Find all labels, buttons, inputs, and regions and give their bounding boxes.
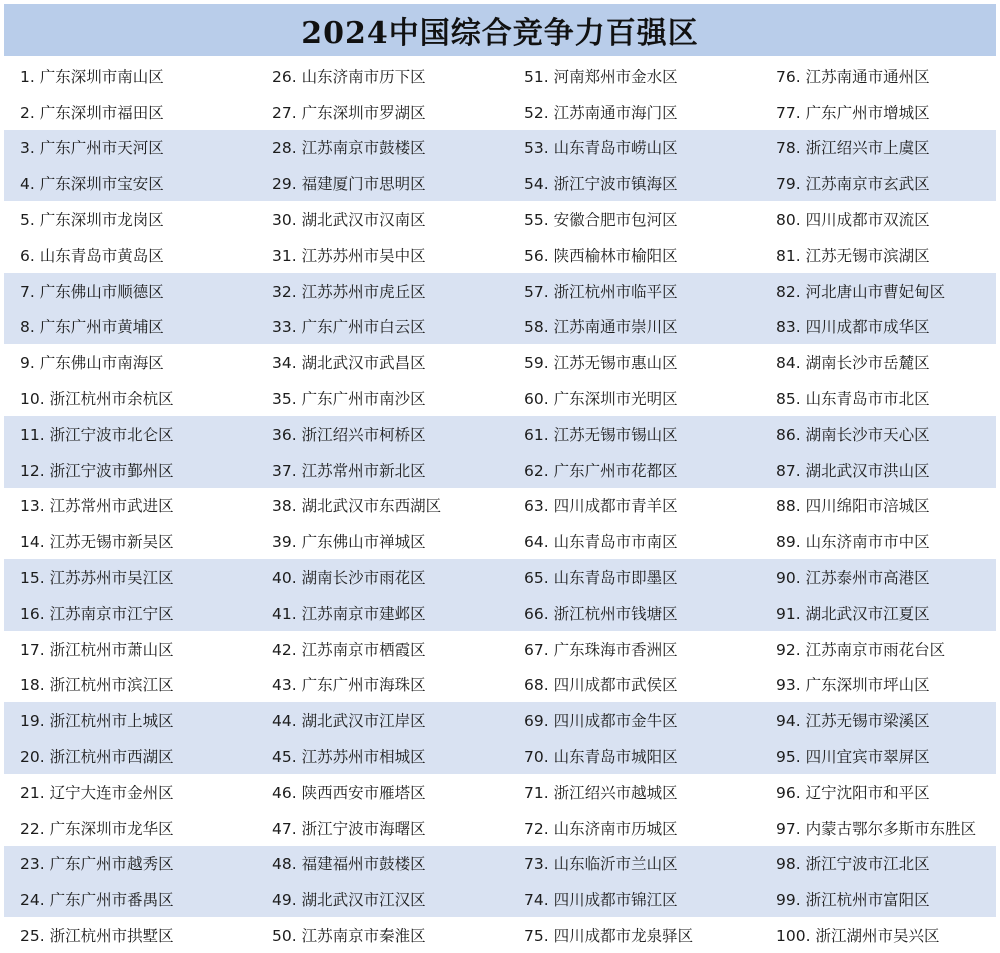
ranking-cell: 38. 湖北武汉市东西湖区 — [272, 497, 442, 516]
ranking-cell: 64. 山东青岛市市南区 — [524, 533, 678, 552]
ranking-cell: 22. 广东深圳市龙华区 — [20, 819, 174, 838]
ranking-cell: 51. 河南郑州市金水区 — [524, 67, 678, 86]
ranking-cell: 1. 广东深圳市南山区 — [20, 67, 164, 86]
ranking-cell: 61. 江苏无锡市锡山区 — [524, 425, 678, 444]
table-row — [4, 165, 996, 201]
ranking-cell: 40. 湖南长沙市雨花区 — [272, 569, 426, 588]
ranking-cell: 24. 广东广州市番禺区 — [20, 891, 174, 910]
ranking-cell: 26. 山东济南市历下区 — [272, 67, 426, 86]
ranking-cell: 3. 广东广州市天河区 — [20, 139, 164, 158]
ranking-cell: 84. 湖南长沙市岳麓区 — [776, 354, 930, 373]
table-row — [4, 774, 996, 810]
ranking-cell: 39. 广东佛山市禅城区 — [272, 533, 426, 552]
table-row — [4, 344, 996, 380]
ranking-cell: 52. 江苏南通市海门区 — [524, 103, 678, 122]
ranking-cell: 21. 辽宁大连市金州区 — [20, 783, 174, 802]
ranking-cell: 47. 浙江宁波市海曙区 — [272, 819, 426, 838]
ranking-cell: 48. 福建福州市鼓楼区 — [272, 855, 426, 874]
title-bar — [4, 4, 996, 56]
ranking-cell: 41. 江苏南京市建邺区 — [272, 604, 426, 623]
ranking-cell: 5. 广东深圳市龙岗区 — [20, 211, 164, 230]
ranking-cell: 70. 山东青岛市城阳区 — [524, 748, 678, 767]
table-row — [4, 738, 996, 774]
ranking-cell: 30. 湖北武汉市汉南区 — [272, 211, 426, 230]
table-row — [4, 810, 996, 846]
ranking-cell: 100. 浙江湖州市吴兴区 — [776, 927, 940, 946]
ranking-cell: 44. 湖北武汉市江岸区 — [272, 712, 426, 731]
ranking-cell: 19. 浙江杭州市上城区 — [20, 712, 174, 731]
ranking-cell: 69. 四川成都市金牛区 — [524, 712, 678, 731]
ranking-cell: 56. 陕西榆林市榆阳区 — [524, 246, 678, 265]
ranking-cell: 82. 河北唐山市曹妃甸区 — [776, 282, 946, 301]
ranking-cell: 43. 广东广州市海珠区 — [272, 676, 426, 695]
ranking-cell: 12. 浙江宁波市鄞州区 — [20, 461, 174, 480]
ranking-cell: 27. 广东深圳市罗湖区 — [272, 103, 426, 122]
table-row — [4, 702, 996, 738]
table-row — [4, 309, 996, 345]
ranking-cell: 45. 江苏苏州市相城区 — [272, 748, 426, 767]
ranking-cell: 6. 山东青岛市黄岛区 — [20, 246, 164, 265]
ranking-cell: 73. 山东临沂市兰山区 — [524, 855, 678, 874]
ranking-cell: 99. 浙江杭州市富阳区 — [776, 891, 930, 910]
table-row — [4, 380, 996, 416]
ranking-cell: 95. 四川宜宾市翠屏区 — [776, 748, 930, 767]
ranking-cell: 2. 广东深圳市福田区 — [20, 103, 164, 122]
ranking-cell: 62. 广东广州市花都区 — [524, 461, 678, 480]
ranking-cell: 60. 广东深圳市光明区 — [524, 390, 678, 409]
ranking-cell: 75. 四川成都市龙泉驿区 — [524, 927, 694, 946]
table-row — [4, 130, 996, 166]
ranking-cell: 18. 浙江杭州市滨江区 — [20, 676, 174, 695]
ranking-cell: 17. 浙江杭州市萧山区 — [20, 640, 174, 659]
ranking-cell: 78. 浙江绍兴市上虞区 — [776, 139, 930, 158]
ranking-cell: 28. 江苏南京市鼓楼区 — [272, 139, 426, 158]
ranking-cell: 53. 山东青岛市崂山区 — [524, 139, 678, 158]
ranking-cell: 54. 浙江宁波市镇海区 — [524, 175, 678, 194]
ranking-cell: 49. 湖北武汉市江汉区 — [272, 891, 426, 910]
ranking-cell: 46. 陕西西安市雁塔区 — [272, 783, 426, 802]
ranking-cell: 77. 广东广州市增城区 — [776, 103, 930, 122]
ranking-cell: 76. 江苏南通市通州区 — [776, 67, 930, 86]
ranking-cell: 89. 山东济南市市中区 — [776, 533, 930, 552]
ranking-cell: 81. 江苏无锡市滨湖区 — [776, 246, 930, 265]
ranking-cell: 91. 湖北武汉市江夏区 — [776, 604, 930, 623]
ranking-cell: 88. 四川绵阳市涪城区 — [776, 497, 930, 516]
table-row — [4, 917, 996, 953]
table-row — [4, 452, 996, 488]
ranking-cell: 93. 广东深圳市坪山区 — [776, 676, 930, 695]
table-row — [4, 488, 996, 524]
table-row — [4, 94, 996, 130]
ranking-cell: 29. 福建厦门市思明区 — [272, 175, 426, 194]
table-row — [4, 631, 996, 667]
ranking-cell: 71. 浙江绍兴市越城区 — [524, 783, 678, 802]
ranking-cell: 7. 广东佛山市顺德区 — [20, 282, 164, 301]
ranking-cell: 80. 四川成都市双流区 — [776, 211, 930, 230]
ranking-cell: 63. 四川成都市青羊区 — [524, 497, 678, 516]
ranking-cell: 90. 江苏泰州市高港区 — [776, 569, 930, 588]
ranking-cell: 33. 广东广州市白云区 — [272, 318, 426, 337]
ranking-cell: 94. 江苏无锡市梁溪区 — [776, 712, 930, 731]
ranking-cell: 98. 浙江宁波市江北区 — [776, 855, 930, 874]
table-row — [4, 523, 996, 559]
ranking-cell: 72. 山东济南市历城区 — [524, 819, 678, 838]
ranking-cell: 25. 浙江杭州市拱墅区 — [20, 927, 174, 946]
ranking-cell: 57. 浙江杭州市临平区 — [524, 282, 678, 301]
table-row — [4, 273, 996, 309]
ranking-cell: 68. 四川成都市武侯区 — [524, 676, 678, 695]
ranking-table — [4, 58, 996, 953]
ranking-cell: 9. 广东佛山市南海区 — [20, 354, 164, 373]
ranking-cell: 36. 浙江绍兴市柯桥区 — [272, 425, 426, 444]
ranking-cell: 67. 广东珠海市香洲区 — [524, 640, 678, 659]
ranking-cell: 55. 安徽合肥市包河区 — [524, 211, 678, 230]
ranking-cell: 15. 江苏苏州市吴江区 — [20, 569, 174, 588]
ranking-cell: 42. 江苏南京市栖霞区 — [272, 640, 426, 659]
ranking-cell: 37. 江苏常州市新北区 — [272, 461, 426, 480]
table-row — [4, 667, 996, 703]
table-row — [4, 201, 996, 237]
ranking-cell: 11. 浙江宁波市北仑区 — [20, 425, 174, 444]
ranking-cell: 14. 江苏无锡市新吴区 — [20, 533, 174, 552]
ranking-cell: 65. 山东青岛市即墨区 — [524, 569, 678, 588]
ranking-cell: 83. 四川成都市成华区 — [776, 318, 930, 337]
table-row — [4, 881, 996, 917]
ranking-cell: 16. 江苏南京市江宁区 — [20, 604, 174, 623]
ranking-cell: 8. 广东广州市黄埔区 — [20, 318, 164, 337]
table-row — [4, 559, 996, 595]
ranking-cell: 50. 江苏南京市秦淮区 — [272, 927, 426, 946]
table-row — [4, 846, 996, 882]
ranking-cell: 87. 湖北武汉市洪山区 — [776, 461, 930, 480]
ranking-cell: 10. 浙江杭州市余杭区 — [20, 390, 174, 409]
ranking-cell: 20. 浙江杭州市西湖区 — [20, 748, 174, 767]
ranking-cell: 86. 湖南长沙市天心区 — [776, 425, 930, 444]
ranking-cell: 35. 广东广州市南沙区 — [272, 390, 426, 409]
table-row — [4, 58, 996, 94]
ranking-cell: 79. 江苏南京市玄武区 — [776, 175, 930, 194]
ranking-cell: 59. 江苏无锡市惠山区 — [524, 354, 678, 373]
ranking-cell: 13. 江苏常州市武进区 — [20, 497, 174, 516]
ranking-cell: 58. 江苏南通市崇川区 — [524, 318, 678, 337]
ranking-cell: 85. 山东青岛市市北区 — [776, 390, 930, 409]
ranking-cell: 97. 内蒙古鄂尔多斯市东胜区 — [776, 819, 977, 838]
table-row — [4, 237, 996, 273]
ranking-cell: 23. 广东广州市越秀区 — [20, 855, 174, 874]
table-row — [4, 595, 996, 631]
ranking-cell: 74. 四川成都市锦江区 — [524, 891, 678, 910]
ranking-cell: 31. 江苏苏州市吴中区 — [272, 246, 426, 265]
ranking-cell: 66. 浙江杭州市钱塘区 — [524, 604, 678, 623]
ranking-cell: 32. 江苏苏州市虎丘区 — [272, 282, 426, 301]
ranking-cell: 34. 湖北武汉市武昌区 — [272, 354, 426, 373]
table-row — [4, 416, 996, 452]
page-title: 2024中国综合竞争力百强区 — [301, 16, 699, 51]
ranking-cell: 4. 广东深圳市宝安区 — [20, 175, 164, 194]
ranking-cell: 92. 江苏南京市雨花台区 — [776, 640, 946, 659]
ranking-cell: 96. 辽宁沈阳市和平区 — [776, 783, 930, 802]
